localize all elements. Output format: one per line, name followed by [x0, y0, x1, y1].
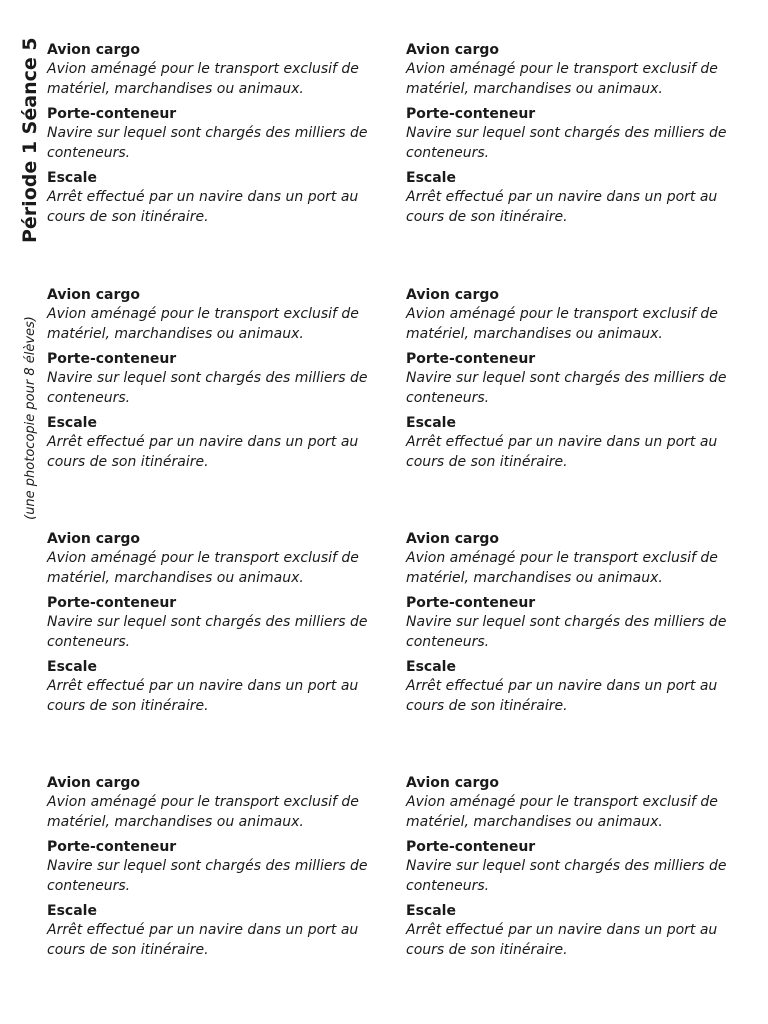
vocab-card: [406, 42, 736, 234]
vocab-term: Avion cargo: [406, 775, 500, 791]
vocab-term: Porte-conteneur: [406, 595, 536, 611]
vocab-definition: Avion aménagé pour le transport exclusif de matériel, marchandises ou animaux.: [47, 306, 359, 342]
vocab-term: Avion cargo: [47, 287, 141, 303]
vocab-definition: Navire sur lequel sont chargés des milliers de conteneurs.: [47, 858, 368, 894]
vocab-card: [406, 287, 736, 479]
vocab-term: Porte-conteneur: [47, 839, 177, 855]
photocopy-note: (une photocopie pour 8 élèves): [23, 316, 38, 520]
vocab-entry: [406, 287, 736, 344]
vocab-definition: Arrêt effectué par un navire dans un port au cours de son itinéraire.: [406, 678, 718, 714]
vocab-entry: [406, 106, 736, 163]
vocab-definition: Avion aménagé pour le transport exclusif de matériel, marchandises ou animaux.: [406, 794, 718, 830]
vocab-term: Avion cargo: [406, 42, 500, 58]
vocab-card: [406, 775, 736, 967]
vocab-entry: [47, 903, 377, 960]
vocab-definition: Navire sur lequel sont chargés des milliers de conteneurs.: [406, 370, 727, 406]
vocab-entry: [47, 42, 377, 99]
vocab-definition: Arrêt effectué par un navire dans un port au cours de son itinéraire.: [406, 922, 718, 958]
vocab-term: Avion cargo: [47, 775, 141, 791]
vocab-entry: [47, 106, 377, 163]
vocab-entry: [47, 775, 377, 832]
vocab-definition: Avion aménagé pour le transport exclusif de matériel, marchandises ou animaux.: [47, 550, 359, 586]
vocab-definition: Navire sur lequel sont chargés des milliers de conteneurs.: [47, 125, 368, 161]
vocab-term: Escale: [47, 415, 97, 431]
vocab-entry: [406, 42, 736, 99]
vocab-entry: [47, 415, 377, 472]
vocab-term: Porte-conteneur: [47, 106, 177, 122]
vocab-entry: [47, 659, 377, 716]
vocab-entry: [47, 839, 377, 896]
vocab-definition: Arrêt effectué par un navire dans un port au cours de son itinéraire.: [47, 922, 359, 958]
vocab-definition: Arrêt effectué par un navire dans un port au cours de son itinéraire.: [47, 189, 359, 225]
vocab-entry: [406, 170, 736, 227]
vocab-term: Avion cargo: [47, 531, 141, 547]
vocab-term: Porte-conteneur: [406, 106, 536, 122]
vocab-term: Escale: [47, 170, 97, 186]
vocab-term: Escale: [47, 903, 97, 919]
vocab-card: [47, 531, 377, 723]
vocab-definition: Navire sur lequel sont chargés des milliers de conteneurs.: [406, 614, 727, 650]
vocab-definition: Avion aménagé pour le transport exclusif de matériel, marchandises ou animaux.: [406, 550, 718, 586]
vocab-card: [406, 531, 736, 723]
vocab-definition: Navire sur lequel sont chargés des milliers de conteneurs.: [406, 125, 727, 161]
vocab-card: [47, 775, 377, 967]
vocab-term: Porte-conteneur: [406, 351, 536, 367]
worksheet-period-session-title: Période 1 Séance 5: [19, 37, 41, 243]
vocab-card: [47, 287, 377, 479]
vocab-definition: Arrêt effectué par un navire dans un port au cours de son itinéraire.: [406, 189, 718, 225]
vocab-definition: Avion aménagé pour le transport exclusif de matériel, marchandises ou animaux.: [406, 61, 718, 97]
vocab-term: Avion cargo: [406, 287, 500, 303]
vocab-definition: Navire sur lequel sont chargés des milliers de conteneurs.: [406, 858, 727, 894]
vocab-definition: Navire sur lequel sont chargés des milliers de conteneurs.: [47, 370, 368, 406]
vocab-definition: Navire sur lequel sont chargés des milliers de conteneurs.: [47, 614, 368, 650]
vocab-term: Porte-conteneur: [47, 595, 177, 611]
vocab-definition: Avion aménagé pour le transport exclusif de matériel, marchandises ou animaux.: [406, 306, 718, 342]
vocab-entry: [406, 659, 736, 716]
vocab-term: Porte-conteneur: [406, 839, 536, 855]
vocab-definition: Avion aménagé pour le transport exclusif de matériel, marchandises ou animaux.: [47, 794, 359, 830]
vocab-entry: [406, 775, 736, 832]
vocab-definition: Avion aménagé pour le transport exclusif de matériel, marchandises ou animaux.: [47, 61, 359, 97]
vocab-entry: [406, 415, 736, 472]
vocab-term: Escale: [406, 170, 456, 186]
vocab-entry: [406, 595, 736, 652]
vocab-term: Escale: [406, 415, 456, 431]
vocab-entry: [47, 170, 377, 227]
vocab-definition: Arrêt effectué par un navire dans un port au cours de son itinéraire.: [47, 678, 359, 714]
vocab-term: Porte-conteneur: [47, 351, 177, 367]
vocab-entry: [406, 839, 736, 896]
vocab-card: [47, 42, 377, 234]
vocab-definition: Arrêt effectué par un navire dans un port au cours de son itinéraire.: [47, 434, 359, 470]
vocab-term: Avion cargo: [47, 42, 141, 58]
vocab-entry: [47, 531, 377, 588]
vocab-entry: [406, 531, 736, 588]
vocab-entry: [47, 287, 377, 344]
vocab-term: Escale: [406, 659, 456, 675]
vocab-term: Escale: [47, 659, 97, 675]
vocab-entry: [47, 595, 377, 652]
vocab-entry: [47, 351, 377, 408]
vocab-term: Avion cargo: [406, 531, 500, 547]
vocab-entry: [406, 903, 736, 960]
vocab-definition: Arrêt effectué par un navire dans un port au cours de son itinéraire.: [406, 434, 718, 470]
vocab-entry: [406, 351, 736, 408]
vocab-term: Escale: [406, 903, 456, 919]
